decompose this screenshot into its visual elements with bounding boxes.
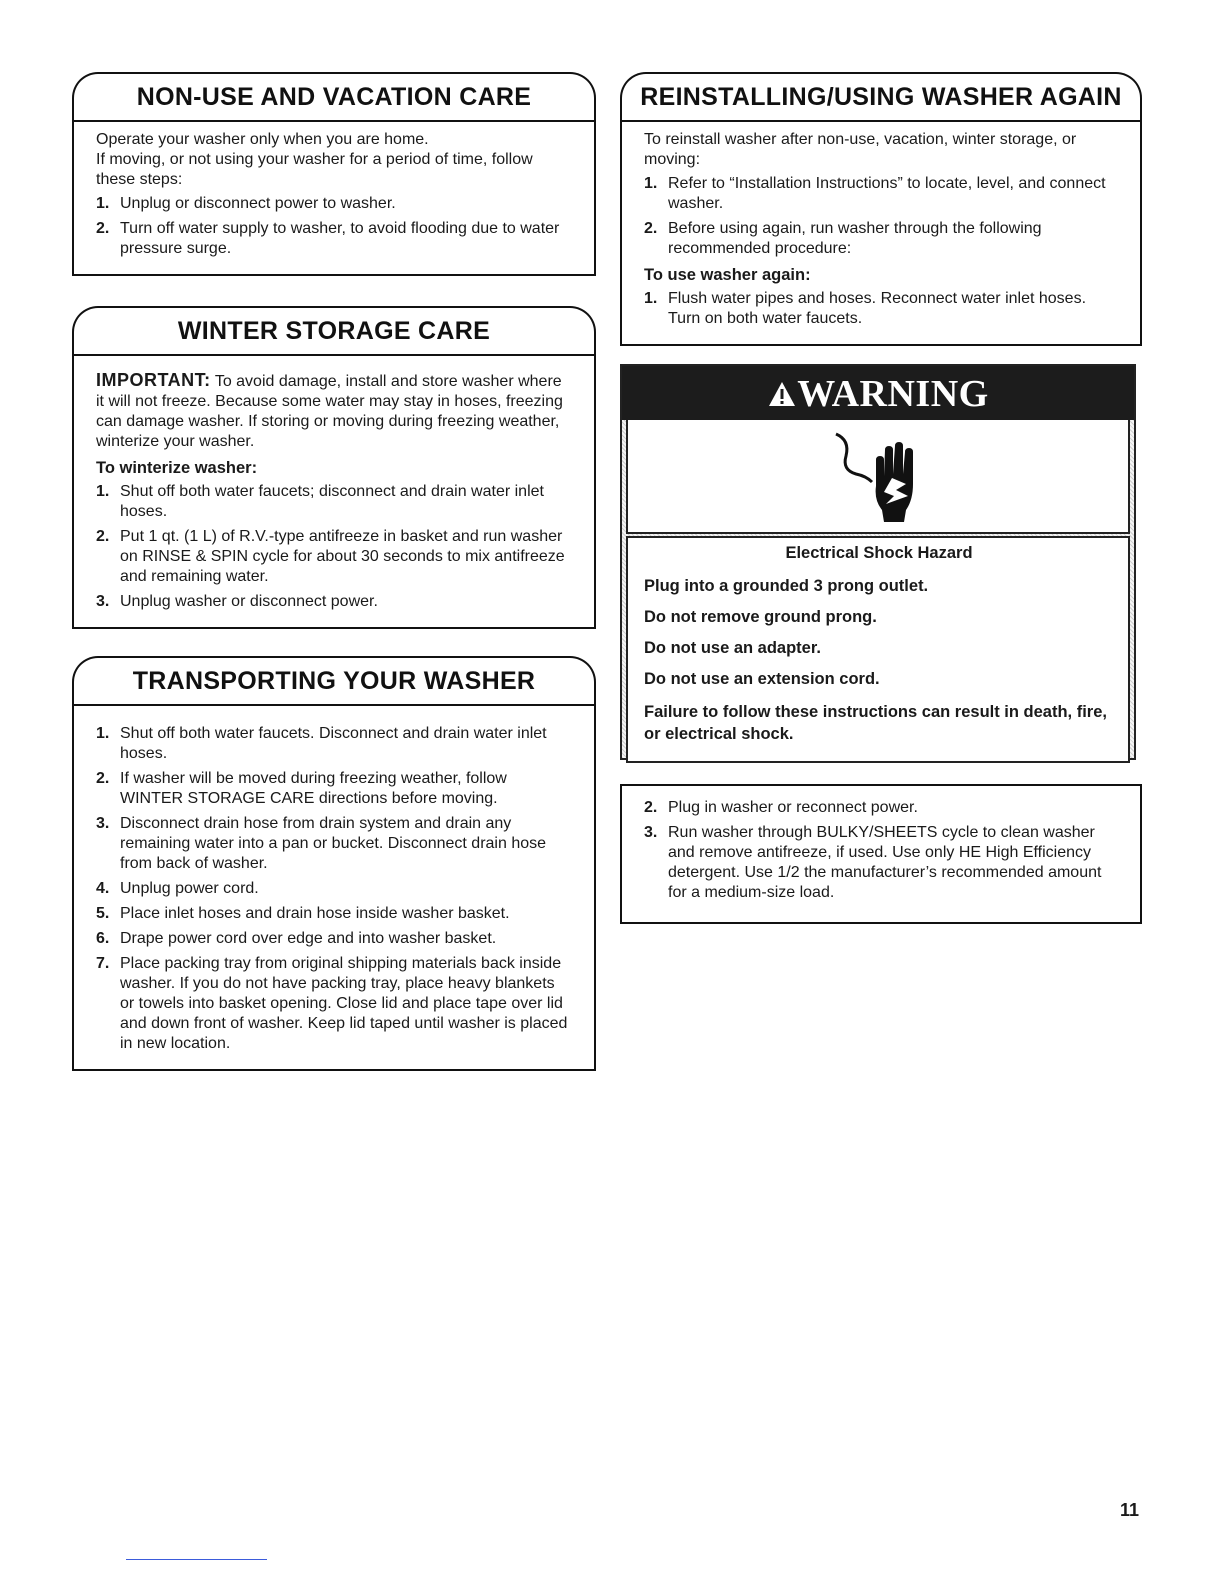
list-item bbox=[96, 954, 572, 1054]
list-item bbox=[96, 724, 572, 764]
step-text: Refer to “Installation Instructions” to locate, level, and connect washer. bbox=[668, 175, 1106, 212]
step-text: If washer will be moved during freezing weather, follow WINTER STORAGE CARE directions before moving. bbox=[120, 770, 507, 807]
warning-line: Do not use an adapter. bbox=[644, 639, 821, 657]
steps-list bbox=[96, 482, 572, 612]
list-item bbox=[96, 929, 572, 949]
intro-text: If moving, or not using your washer for a period of time, follow these steps: bbox=[96, 151, 533, 188]
important-note bbox=[96, 370, 572, 452]
step-text: Plug in washer or reconnect power. bbox=[668, 799, 918, 816]
step-text: Turn off water supply to washer, to avoid flooding due to water pressure surge. bbox=[120, 220, 560, 257]
section-title: WINTER STORAGE CARE bbox=[177, 317, 491, 345]
subheading: To winterize washer: bbox=[96, 459, 258, 477]
step-text: Unplug power cord. bbox=[120, 880, 259, 897]
step-number: 7. bbox=[96, 955, 110, 972]
step-text: Shut off both water faucets. Disconnect and drain water inlet hoses. bbox=[120, 725, 547, 762]
electrical-shock-hand-icon bbox=[828, 426, 938, 526]
section-header bbox=[72, 306, 596, 354]
warning-header bbox=[622, 366, 1134, 420]
step-number: 1. bbox=[96, 195, 110, 212]
section-title: REINSTALLING/USING WASHER AGAIN bbox=[640, 83, 1122, 111]
step-text: Put 1 qt. (1 L) of R.V.-type antifreeze in basket and run washer on RINSE & SPIN cycle for about 30 seconds to mix antifreeze and remaining water. bbox=[120, 528, 565, 585]
section-header bbox=[620, 72, 1142, 120]
warning-icon-panel bbox=[626, 420, 1130, 534]
list-item bbox=[96, 904, 572, 924]
hazard-title: Electrical Shock Hazard bbox=[785, 544, 973, 562]
list-item bbox=[96, 592, 572, 612]
list-item bbox=[96, 219, 572, 259]
step-number: 3. bbox=[644, 824, 658, 841]
step-text: Flush water pipes and hoses. Reconnect water inlet hoses. Turn on both water faucets. bbox=[668, 290, 1087, 327]
section-reinstalling-washer bbox=[620, 72, 1142, 346]
step-number: 3. bbox=[96, 593, 110, 610]
list-item bbox=[96, 769, 572, 809]
list-item bbox=[96, 879, 572, 899]
step-text: Unplug or disconnect power to washer. bbox=[120, 195, 396, 212]
steps-list bbox=[644, 289, 1118, 329]
warning-box bbox=[620, 364, 1136, 760]
step-number: 2. bbox=[96, 528, 110, 545]
list-item bbox=[96, 194, 572, 214]
steps-list bbox=[96, 724, 572, 1054]
steps-list bbox=[96, 194, 572, 259]
important-label: IMPORTANT: bbox=[96, 370, 211, 390]
warning-title: WARNING bbox=[797, 373, 989, 415]
section-nonuse-vacation-care bbox=[72, 72, 596, 276]
warning-line: Do not remove ground prong. bbox=[644, 608, 877, 626]
step-number: 1. bbox=[96, 483, 110, 500]
important-text: To avoid damage, install and store washer where it will not freeze. Because some water may stay in hoses, freezing can damage washer. If storing or moving during freezing weather, winterize your washer. bbox=[96, 373, 563, 450]
list-item bbox=[644, 798, 1118, 818]
warning-message bbox=[626, 536, 1130, 763]
step-number: 2. bbox=[644, 220, 658, 237]
step-text: Shut off both water faucets; disconnect and drain water inlet hoses. bbox=[120, 483, 544, 520]
section-header bbox=[72, 72, 596, 120]
section-title: NON-USE AND VACATION CARE bbox=[136, 83, 532, 111]
intro-text: Operate your washer only when you are home. bbox=[96, 131, 429, 148]
step-text: Place packing tray from original shipping materials back inside washer. If you do not have packing tray, place heavy blankets or towels into basket opening. Close lid and place tape over lid and down front of washer. Keep lid taped until washer is placed in new location. bbox=[120, 955, 568, 1052]
intro-text: To reinstall washer after non-use, vacation, winter storage, or moving: bbox=[644, 131, 1077, 168]
footer-rule bbox=[126, 1559, 267, 1560]
list-item bbox=[644, 219, 1118, 259]
step-text: Run washer through BULKY/SHEETS cycle to clean washer and remove antifreeze, if used. Use only HE High Efficiency detergent. Use 1/2 the manufacturer’s recommended amount for a medium-size load. bbox=[668, 824, 1102, 901]
warning-line: Failure to follow these instructions can result in death, fire, or electrical shock. bbox=[644, 703, 1107, 743]
section-reinstalling-continued bbox=[620, 784, 1142, 924]
list-item bbox=[96, 527, 572, 587]
step-number: 4. bbox=[96, 880, 110, 897]
section-header bbox=[72, 656, 596, 704]
step-number: 1. bbox=[96, 725, 110, 742]
warning-line: Plug into a grounded 3 prong outlet. bbox=[644, 577, 929, 595]
list-item bbox=[96, 814, 572, 874]
step-number: 2. bbox=[644, 799, 658, 816]
step-text: Disconnect drain hose from drain system and drain any remaining water into a pan or bucket. Disconnect drain hose from back of washer. bbox=[120, 815, 547, 872]
steps-list bbox=[644, 798, 1118, 903]
step-number: 5. bbox=[96, 905, 110, 922]
list-item bbox=[644, 174, 1118, 214]
section-body bbox=[72, 354, 596, 629]
step-text: Drape power cord over edge and into washer basket. bbox=[120, 930, 497, 947]
section-body bbox=[72, 120, 596, 276]
section-title: TRANSPORTING YOUR WASHER bbox=[132, 667, 536, 695]
list-item bbox=[644, 823, 1118, 903]
list-item bbox=[644, 289, 1118, 329]
section-body bbox=[72, 704, 596, 1071]
step-text: Before using again, run washer through the following recommended procedure: bbox=[668, 220, 1042, 257]
step-number: 3. bbox=[96, 815, 110, 832]
step-number: 6. bbox=[96, 930, 110, 947]
section-transporting-washer bbox=[72, 656, 596, 1071]
page-number: 11 bbox=[1120, 1500, 1140, 1520]
subheading: To use washer again: bbox=[644, 266, 811, 284]
step-number: 2. bbox=[96, 770, 110, 787]
section-body bbox=[620, 120, 1142, 346]
section-body bbox=[620, 784, 1142, 924]
warning-line: Do not use an extension cord. bbox=[644, 670, 880, 688]
step-number: 1. bbox=[644, 290, 658, 307]
list-item bbox=[96, 482, 572, 522]
step-number: 2. bbox=[96, 220, 110, 237]
section-winter-storage-care bbox=[72, 306, 596, 629]
step-text: Unplug washer or disconnect power. bbox=[120, 593, 378, 610]
step-number: 1. bbox=[644, 175, 658, 192]
warning-triangle-icon bbox=[767, 380, 797, 408]
step-text: Place inlet hoses and drain hose inside washer basket. bbox=[120, 905, 510, 922]
steps-list bbox=[644, 174, 1118, 259]
